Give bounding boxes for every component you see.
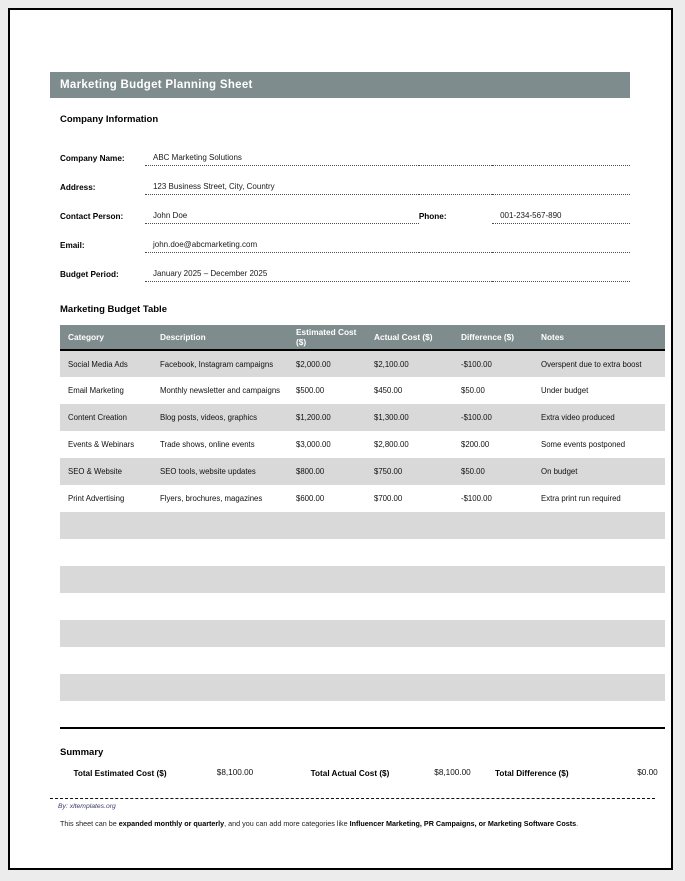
document-page (8, 8, 673, 870)
note-part-3: . (576, 819, 579, 828)
field-row-email (60, 224, 630, 253)
cell-actual-cost[interactable]: $2,800.00 (366, 431, 453, 458)
cell-description[interactable] (152, 593, 288, 620)
table-row[interactable] (60, 593, 665, 620)
page-footer (50, 798, 655, 810)
company-information-heading: Company Information (60, 114, 159, 125)
cell-actual-cost[interactable]: $1,300.00 (366, 404, 453, 431)
column-header-estimated-cost: Estimated Cost ($) (288, 325, 366, 350)
note-part-1: This sheet can be (60, 819, 119, 828)
column-header-notes: Notes (533, 325, 665, 350)
cell-difference[interactable]: $50.00 (453, 458, 533, 485)
cell-description[interactable] (152, 647, 288, 674)
table-row[interactable] (60, 485, 665, 512)
cell-estimated-cost[interactable] (288, 566, 366, 593)
cell-actual-cost[interactable] (366, 593, 453, 620)
phone-value[interactable]: 001-234-567-890 (492, 195, 630, 224)
note-bold-1: expanded monthly or quarterly (118, 819, 225, 828)
page-content (50, 72, 658, 829)
cell-notes[interactable] (533, 674, 665, 701)
column-header-description: Description (152, 325, 288, 350)
cell-description[interactable] (152, 620, 288, 647)
cell-notes[interactable] (533, 566, 665, 593)
table-row[interactable] (60, 701, 665, 728)
budget-table-section (60, 304, 665, 729)
total-difference-label: Total Difference ($) (495, 769, 569, 778)
field-row-company-name (60, 137, 630, 166)
cell-difference[interactable] (453, 701, 533, 728)
cell-estimated-cost[interactable]: $3,000.00 (288, 431, 366, 458)
cell-description[interactable]: Facebook, Instagram campaigns (152, 350, 288, 377)
cell-actual-cost[interactable] (366, 512, 453, 539)
cell-description[interactable]: Flyers, brochures, magazines (152, 485, 288, 512)
cell-category[interactable] (60, 539, 152, 566)
cell-actual-cost[interactable] (366, 701, 453, 728)
table-header-row (60, 325, 665, 350)
cell-notes[interactable]: Extra print run required (533, 485, 665, 512)
cell-category[interactable]: SEO & Website (60, 458, 152, 485)
total-actual-cost-value: $8,100.00 (434, 768, 471, 777)
cell-description[interactable]: SEO tools, website updates (152, 458, 288, 485)
footer-divider (50, 798, 655, 799)
cell-actual-cost[interactable]: $700.00 (366, 485, 453, 512)
table-row[interactable] (60, 566, 665, 593)
field-row-contact-phone (60, 195, 630, 224)
contact-person-value[interactable]: John Doe (145, 195, 419, 224)
cell-category[interactable] (60, 593, 152, 620)
summary-heading: Summary (60, 747, 104, 758)
cell-estimated-cost[interactable] (288, 512, 366, 539)
cell-category[interactable]: Events & Webinars (60, 431, 152, 458)
email-label: Email: (60, 240, 85, 250)
cell-category[interactable] (60, 566, 152, 593)
cell-estimated-cost[interactable]: $1,200.00 (288, 404, 366, 431)
cell-difference[interactable] (453, 674, 533, 701)
summary-table (60, 768, 685, 798)
cell-description[interactable] (152, 539, 288, 566)
cell-category[interactable]: Social Media Ads (60, 350, 152, 377)
email-value[interactable]: john.doe@abcmarketing.com (145, 224, 630, 253)
cell-difference[interactable]: -$100.00 (453, 404, 533, 431)
cell-estimated-cost[interactable]: $600.00 (288, 485, 366, 512)
table-row[interactable] (60, 620, 665, 647)
cell-estimated-cost[interactable]: $2,000.00 (288, 350, 366, 377)
table-row[interactable] (60, 377, 665, 404)
cell-actual-cost[interactable] (366, 674, 453, 701)
field-row-budget-period (60, 253, 630, 282)
cell-category[interactable] (60, 512, 152, 539)
cell-notes[interactable]: Overspent due to extra boost (533, 350, 665, 377)
phone-label: Phone: (418, 211, 447, 221)
page-title: Marketing Budget Planning Sheet (60, 79, 253, 91)
cell-estimated-cost[interactable] (288, 674, 366, 701)
cell-difference[interactable] (453, 512, 533, 539)
cell-category[interactable] (60, 620, 152, 647)
footer-credit: By: xltemplates.org (58, 803, 116, 810)
marketing-budget-table (60, 325, 665, 729)
cell-notes[interactable] (533, 539, 665, 566)
table-row[interactable] (60, 431, 665, 458)
cell-notes[interactable] (533, 512, 665, 539)
field-row-address (60, 166, 630, 195)
cell-estimated-cost[interactable] (288, 647, 366, 674)
total-estimated-cost-value: $8,100.00 (216, 768, 254, 777)
cell-difference[interactable] (453, 593, 533, 620)
cell-difference[interactable] (453, 566, 533, 593)
cell-notes[interactable] (533, 647, 665, 674)
cell-estimated-cost[interactable] (288, 593, 366, 620)
cell-description[interactable] (152, 512, 288, 539)
cell-difference[interactable] (453, 539, 533, 566)
total-actual-cost-label: Total Actual Cost ($) (310, 769, 390, 778)
cell-estimated-cost[interactable] (288, 539, 366, 566)
contact-person-label: Contact Person: (60, 211, 124, 221)
cell-actual-cost[interactable] (366, 566, 453, 593)
budget-table-body (60, 350, 665, 728)
cell-estimated-cost[interactable] (288, 620, 366, 647)
cell-actual-cost[interactable] (366, 539, 453, 566)
cell-difference[interactable]: -$100.00 (453, 485, 533, 512)
cell-difference[interactable] (453, 620, 533, 647)
cell-difference[interactable]: -$100.00 (453, 350, 533, 377)
budget-period-label: Budget Period: (60, 269, 119, 279)
cell-description[interactable]: Trade shows, online events (152, 431, 288, 458)
budget-period-value[interactable]: January 2025 – December 2025 (145, 253, 630, 282)
cell-difference[interactable]: $50.00 (453, 377, 533, 404)
cell-difference[interactable] (453, 647, 533, 674)
cell-category[interactable]: Content Creation (60, 404, 152, 431)
cell-notes[interactable] (533, 620, 665, 647)
note-bold-2: Influencer Marketing, PR Campaigns, or Marketing Software Costs (349, 819, 577, 828)
cell-notes[interactable]: Some events postponed (533, 431, 665, 458)
document-title-bar (50, 72, 630, 98)
total-difference-value: $0.00 (637, 768, 658, 777)
cell-category[interactable] (60, 647, 152, 674)
table-row[interactable] (60, 512, 665, 539)
cell-actual-cost[interactable]: $2,100.00 (366, 350, 453, 377)
cell-actual-cost[interactable]: $750.00 (366, 458, 453, 485)
column-header-category: Category (60, 325, 152, 350)
cell-category[interactable]: Email Marketing (60, 377, 152, 404)
cell-notes[interactable] (533, 701, 665, 728)
address-label: Address: (60, 182, 96, 192)
usage-note (60, 818, 655, 829)
company-name-value[interactable]: ABC Marketing Solutions (145, 137, 630, 166)
table-row[interactable] (60, 647, 665, 674)
cell-estimated-cost[interactable] (288, 701, 366, 728)
table-row[interactable] (60, 404, 665, 431)
address-value[interactable]: 123 Business Street, City, Country (145, 166, 630, 195)
cell-category[interactable] (60, 674, 152, 701)
column-header-actual-cost: Actual Cost ($) (366, 325, 453, 350)
total-estimated-cost-label: Total Estimated Cost ($) (73, 769, 167, 778)
cell-description[interactable] (152, 566, 288, 593)
cell-notes[interactable]: Under budget (533, 377, 665, 404)
budget-table-heading: Marketing Budget Table (60, 304, 167, 315)
cell-actual-cost[interactable]: $450.00 (366, 377, 453, 404)
cell-actual-cost[interactable] (366, 647, 453, 674)
cell-difference[interactable]: $200.00 (453, 431, 533, 458)
cell-notes[interactable] (533, 593, 665, 620)
cell-category[interactable] (60, 701, 152, 728)
company-name-label: Company Name: (60, 153, 125, 163)
cell-notes[interactable]: On budget (533, 458, 665, 485)
cell-description[interactable] (152, 701, 288, 728)
cell-category[interactable]: Print Advertising (60, 485, 152, 512)
cell-description[interactable]: Blog posts, videos, graphics (152, 404, 288, 431)
cell-notes[interactable]: Extra video produced (533, 404, 665, 431)
cell-description[interactable] (152, 674, 288, 701)
cell-actual-cost[interactable] (366, 620, 453, 647)
cell-description[interactable]: Monthly newsletter and campaigns (152, 377, 288, 404)
summary-row (60, 768, 685, 798)
cell-estimated-cost[interactable]: $500.00 (288, 377, 366, 404)
cell-estimated-cost[interactable]: $800.00 (288, 458, 366, 485)
table-row[interactable] (60, 539, 665, 566)
summary-section (60, 747, 658, 798)
company-information-fields (60, 137, 630, 282)
column-header-difference: Difference ($) (453, 325, 533, 350)
table-row[interactable] (60, 350, 665, 377)
note-part-2: , and you can add more categories like (224, 819, 350, 828)
table-row[interactable] (60, 674, 665, 701)
table-row[interactable] (60, 458, 665, 485)
